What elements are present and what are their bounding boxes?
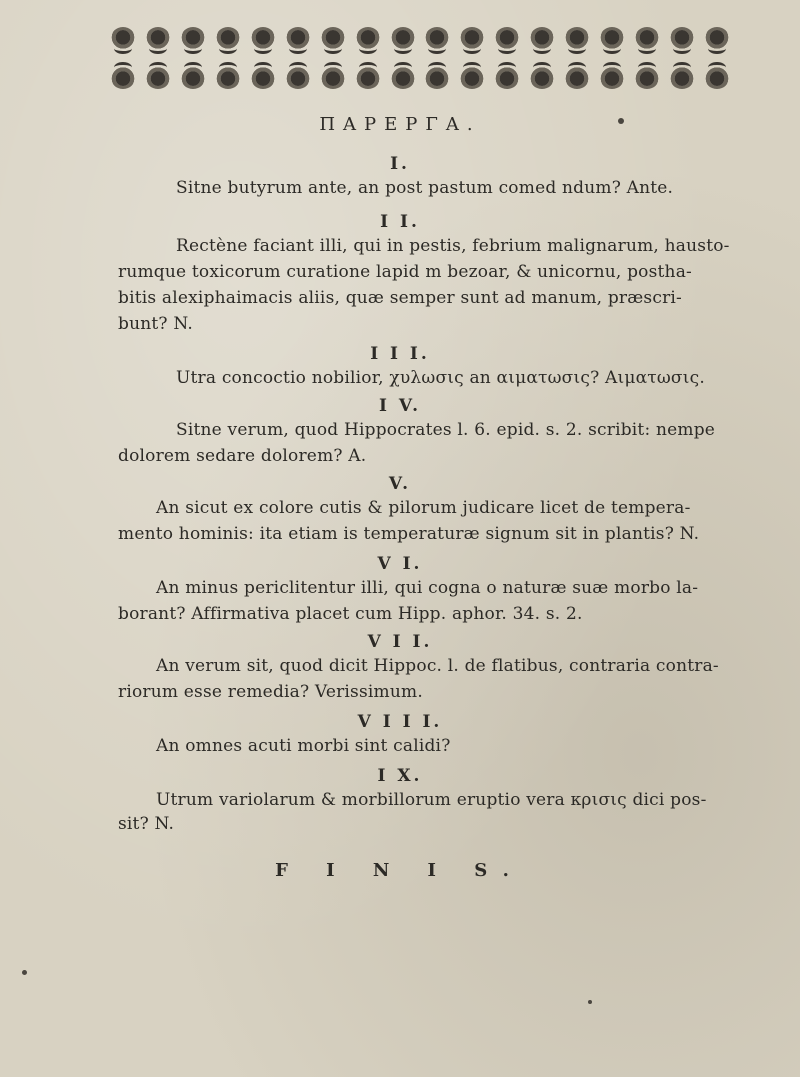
- item-text-line: mento hominis: ita etiam is temperaturæ signum sit in plantis? N.: [118, 524, 700, 544]
- item-text-line: bitis alexiphaimacis aliis, quæ semper sunt ad manum, præscri-: [118, 288, 682, 308]
- ink-speck: [618, 118, 624, 124]
- item-text-line: Rectène faciant illi, qui in pestis, febrium malignarum, hausto-: [176, 236, 730, 256]
- flower-ornament-icon: [390, 63, 416, 89]
- item-text-line: An verum sit, quod dicit Hippoc. l. de flatibus, contraria contra-: [156, 656, 719, 676]
- item-numeral: V I I.: [367, 632, 433, 652]
- flower-ornament-icon: [180, 63, 206, 89]
- flower-ornament-icon: [424, 63, 450, 89]
- flower-ornament-icon: [634, 27, 660, 53]
- flower-ornament-icon: [145, 27, 171, 53]
- item-text-line: Sitne butyrum ante, an post pastum comed ndum? Ante.: [176, 178, 674, 198]
- flower-ornament-icon: [599, 27, 625, 53]
- item-numeral: I I.: [380, 212, 420, 232]
- flower-ornament-icon: [634, 63, 660, 89]
- flower-ornament-icon: [250, 63, 276, 89]
- flower-ornament-icon: [424, 27, 450, 53]
- ornament-row-bottom: [110, 58, 730, 94]
- item-text-line: Utrum variolarum & morbillorum eruptio vera κρισις dici pos-: [156, 790, 707, 810]
- item-numeral: V.: [388, 474, 412, 494]
- flower-ornament-icon: [285, 27, 311, 53]
- flower-ornament-icon: [529, 27, 555, 53]
- flower-ornament-icon: [355, 27, 381, 53]
- flower-ornament-icon: [215, 63, 241, 89]
- item-text-line: Sitne verum, quod Hippocrates l. 6. epid. s. 2. scribit: nempe: [176, 420, 716, 440]
- flower-ornament-icon: [110, 63, 136, 89]
- flower-ornament-icon: [704, 63, 730, 89]
- item-text-line: bunt? N.: [118, 314, 193, 334]
- page-heading: ΠΑΡΕΡΓΑ.: [319, 114, 481, 135]
- finis-colophon: F I N I S.: [275, 860, 525, 881]
- flower-ornament-icon: [529, 63, 555, 89]
- item-text-line: An sicut ex colore cutis & pilorum judicare licet de tempera-: [156, 498, 691, 518]
- item-numeral: V I.: [377, 554, 423, 574]
- flower-ornament-icon: [704, 27, 730, 53]
- item-text-line: rumque toxicorum curatione lapid m bezoar, & unicornu, postha-: [118, 262, 692, 282]
- flower-ornament-icon: [669, 27, 695, 53]
- item-text-line: dolorem sedare dolorem? A.: [118, 446, 367, 466]
- item-text-line: An minus periclitentur illi, qui cogna o naturæ suæ morbo la-: [156, 578, 699, 598]
- floral-ornament-band: [110, 22, 730, 100]
- flower-ornament-icon: [285, 63, 311, 89]
- flower-ornament-icon: [459, 27, 485, 53]
- item-text-line: An omnes acuti morbi sint calidi?: [156, 736, 451, 756]
- item-numeral: I V.: [378, 396, 421, 416]
- flower-ornament-icon: [320, 63, 346, 89]
- item-text-line: Utra concoctio nobilior, χυλωσις an αιματωσις? Αιματωσις.: [176, 368, 705, 388]
- flower-ornament-icon: [599, 63, 625, 89]
- ornament-row-top: [110, 22, 730, 58]
- flower-ornament-icon: [494, 27, 520, 53]
- flower-ornament-icon: [320, 27, 346, 53]
- flower-ornament-icon: [494, 63, 520, 89]
- flower-ornament-icon: [564, 63, 590, 89]
- ink-speck: [22, 970, 27, 975]
- item-numeral: I.: [390, 154, 410, 174]
- ink-speck: [588, 1000, 592, 1004]
- flower-ornament-icon: [459, 63, 485, 89]
- item-text-line: sit? N.: [118, 814, 175, 834]
- item-numeral: I X.: [377, 766, 423, 786]
- flower-ornament-icon: [669, 63, 695, 89]
- item-text-line: riorum esse remedia? Verissimum.: [118, 682, 423, 702]
- flower-ornament-icon: [110, 27, 136, 53]
- flower-ornament-icon: [215, 27, 241, 53]
- item-text-line: borant? Affirmativa placet cum Hipp. aphor. 34. s. 2.: [118, 604, 583, 624]
- flower-ornament-icon: [180, 27, 206, 53]
- flower-ornament-icon: [145, 63, 171, 89]
- flower-ornament-icon: [564, 27, 590, 53]
- item-numeral: I I I.: [370, 344, 430, 364]
- flower-ornament-icon: [250, 27, 276, 53]
- flower-ornament-icon: [390, 27, 416, 53]
- flower-ornament-icon: [355, 63, 381, 89]
- item-numeral: V I I I.: [357, 712, 443, 732]
